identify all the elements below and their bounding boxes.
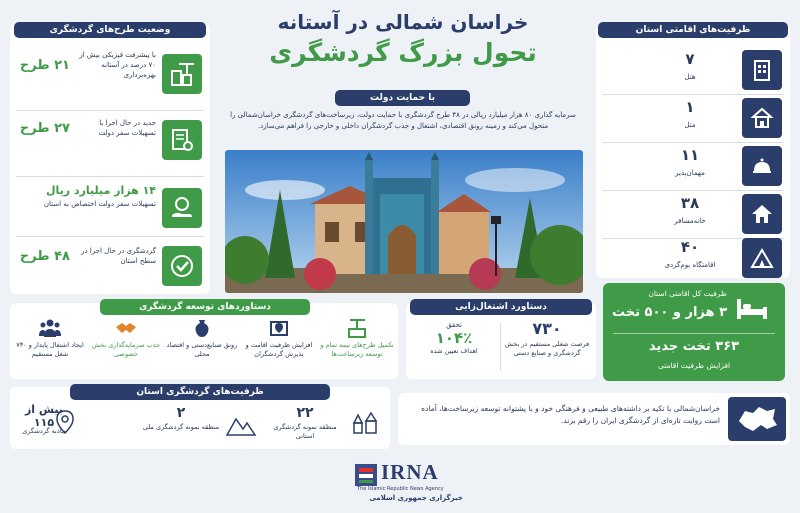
employment-header: دستاورد اشتغال‌زایی — [410, 299, 592, 315]
project-desc-1: با پیشرفت فیزیکی بیش از ۷۰ درصد در آستانه بهره‌برداری — [79, 51, 156, 79]
target-value: ۱۰۴٪ — [435, 329, 473, 347]
divider — [602, 142, 784, 143]
mountain-icon — [226, 413, 256, 441]
achievements-header: دستاوردهای توسعه گردشگری — [100, 299, 310, 315]
jobs-desc: فرصت شغلی مستقیم در بخش گردشگری و صنایع دستی — [504, 340, 590, 357]
attraction-value-3: بیش از ۱۱۵ — [24, 403, 64, 429]
total-capacity-panel — [603, 283, 785, 381]
bed-icon — [735, 295, 769, 325]
mausoleum-photo — [225, 150, 583, 293]
target-desc: اهداف تعیین شده — [430, 347, 478, 355]
project-item-1 — [10, 44, 210, 104]
map-pin-icon — [240, 317, 318, 341]
intro-text: سرمایه گذاری ۸۰ هزار میلیارد ریالی در ۴۸ طرح گردشگری با حمایت دولت، زیرساخت‌های گردشگری خراسان‌شمالی را متحول می‌کند و زمینه رونق اقتصادی، اشتغال و جذب گردشگران داخلی و خارجی را فراهم می‌سازد. — [230, 111, 576, 130]
capacity-item-ecolodge — [596, 238, 790, 278]
project-text-4 — [16, 246, 156, 266]
capacity-value-hotel: ۷ — [685, 50, 695, 68]
attraction-label-2: منطقه نمونه گردشگری ملی — [142, 423, 220, 431]
title-line-1: خراسان شمالی در آستانه — [277, 10, 529, 34]
service-bell-icon — [742, 146, 782, 186]
capacity-item-guesthouse — [596, 144, 790, 188]
project-item-3 — [10, 178, 210, 238]
achievement-item-5 — [12, 317, 88, 377]
achievement-item-2 — [240, 317, 318, 377]
capacity-value-motel: ۱ — [685, 98, 695, 116]
new-beds-label: افزایش ظرفیت اقامتی — [657, 361, 731, 370]
attractions-panel — [10, 387, 390, 449]
project-value-1: ۲۱ طرح — [19, 57, 70, 73]
attraction-item-2 — [140, 403, 260, 447]
project-value-4: ۴۸ طرح — [19, 248, 70, 264]
closing-text: خراسان‌شمالی با تکیه بر داشته‌های طبیعی و فرهنگی خود و با پشتوانه توسعه زیرساخت‌ها، آماده است روایت تازه‌ای از گردشگری ایران را رقم بزند. — [421, 404, 720, 425]
attraction-label-3: جاذبه گردشگری — [22, 427, 66, 435]
home-icon — [742, 194, 782, 234]
divider — [613, 333, 775, 334]
capacity-label-ecolodge: اقامتگاه بوم‌گردی — [664, 261, 716, 269]
capacity-label-guesthouse: مهمان‌پذیر — [675, 169, 705, 177]
achievement-label-2: افزایش ظرفیت اقامت و پذیرش گردشگران — [245, 341, 313, 358]
divider — [500, 323, 501, 371]
province-map-icon — [728, 397, 786, 441]
achievement-label-1: تکمیل طرح‌های نیمه تمام و توسعه زیرساخت‌ها — [320, 341, 394, 358]
project-text-2 — [16, 118, 156, 138]
house-icon — [742, 98, 782, 138]
target-label: تحقق — [446, 321, 462, 329]
document-gear-icon — [162, 120, 202, 160]
main-title — [220, 10, 586, 67]
title-line-2: تحول بزرگ گردشگری — [269, 38, 537, 67]
new-beds-value: ۳۶۳ تخت جدید — [648, 339, 740, 354]
divider — [602, 94, 784, 95]
achievement-item-4 — [88, 317, 164, 377]
attraction-value-2: ۲ — [176, 405, 186, 421]
attraction-item-1 — [264, 403, 384, 447]
employment-panel — [406, 303, 596, 379]
irna-logo — [355, 460, 475, 508]
jobs-value: ۷۳۰ — [532, 319, 562, 338]
total-capacity-value: ۳ هزار و ۵۰۰ تخت — [612, 305, 727, 320]
subtitle-badge: با حمایت دولت — [335, 90, 470, 106]
projects-header: وضعیت طرح‌های گردشگری — [14, 22, 206, 38]
project-text-1 — [16, 50, 156, 80]
project-desc-2: جدید در حال اجرا با تسهیلات سفر دولت — [98, 119, 156, 137]
target-block — [410, 321, 498, 355]
building-crane-icon — [162, 54, 202, 94]
achievements-panel — [10, 303, 398, 379]
project-desc-4: گردشگری در حال اجرا در سطح استان — [81, 247, 156, 265]
money-hand-icon — [162, 188, 202, 228]
logo-english: The Islamic Republic News Agency — [357, 486, 444, 492]
closing-panel — [398, 393, 790, 445]
divider — [602, 190, 784, 191]
capacity-panel — [596, 24, 790, 278]
project-value-3: ۱۴ هزار میلیارد ریال — [45, 184, 156, 197]
pottery-icon — [164, 317, 240, 341]
total-capacity-label: ظرفیت کل اقامتی استان — [648, 289, 727, 298]
check-circle-icon — [162, 246, 202, 286]
attraction-value-1: ۲۲ — [296, 405, 314, 421]
logo-mark — [355, 464, 377, 486]
construction-icon — [318, 317, 396, 341]
project-item-4 — [10, 238, 210, 294]
capacity-value-homestay: ۳۸ — [680, 194, 700, 212]
divider — [16, 176, 204, 177]
divider — [16, 236, 204, 237]
attraction-item-3 — [14, 403, 136, 447]
divider — [16, 110, 204, 111]
capacity-item-motel — [596, 96, 790, 140]
project-value-2: ۲۷ طرح — [19, 120, 70, 136]
logo-brand: IRNA — [381, 460, 439, 484]
capacity-label-motel: متل — [684, 121, 696, 129]
achievement-label-5: ایجاد اشتغال پایدار و ۷۳۰ شغل مستقیم — [16, 341, 84, 358]
landmarks-icon — [350, 411, 380, 441]
achievement-label-4: جذب سرمایه‌گذاری بخش خصوصی — [91, 341, 161, 358]
capacity-item-hotel — [596, 48, 790, 92]
achievement-item-1 — [318, 317, 396, 377]
people-icon — [12, 317, 88, 341]
project-text-3 — [16, 184, 156, 209]
achievement-item-3 — [164, 317, 240, 377]
capacity-label-homestay: خانه‌مسافر — [674, 217, 706, 225]
capacity-value-guesthouse: ۱۱ — [680, 146, 700, 164]
logo-persian: خبرگزاری جمهوری اسلامی — [369, 494, 463, 502]
attraction-label-1: منطقه نمونه گردشگری استانی — [273, 423, 337, 440]
jobs-block — [501, 319, 593, 358]
project-desc-3: تسهیلات سفر دولت اختصاص به استان — [43, 200, 156, 208]
tent-icon — [742, 238, 782, 278]
capacity-value-ecolodge: ۴۰ — [680, 238, 700, 256]
projects-panel — [10, 24, 210, 294]
hotel-icon — [742, 50, 782, 90]
capacity-label-hotel: هتل — [684, 73, 696, 81]
project-item-2 — [10, 112, 210, 172]
capacity-header: ظرفیت‌های اقامتی استان — [598, 22, 788, 38]
capacity-item-homestay — [596, 192, 790, 236]
achievement-label-3: رونق صنایع‌دستی و اقتصاد محلی — [166, 341, 238, 358]
handshake-icon — [88, 317, 164, 341]
attractions-header: ظرفیت‌های گردشگری استان — [70, 384, 330, 400]
